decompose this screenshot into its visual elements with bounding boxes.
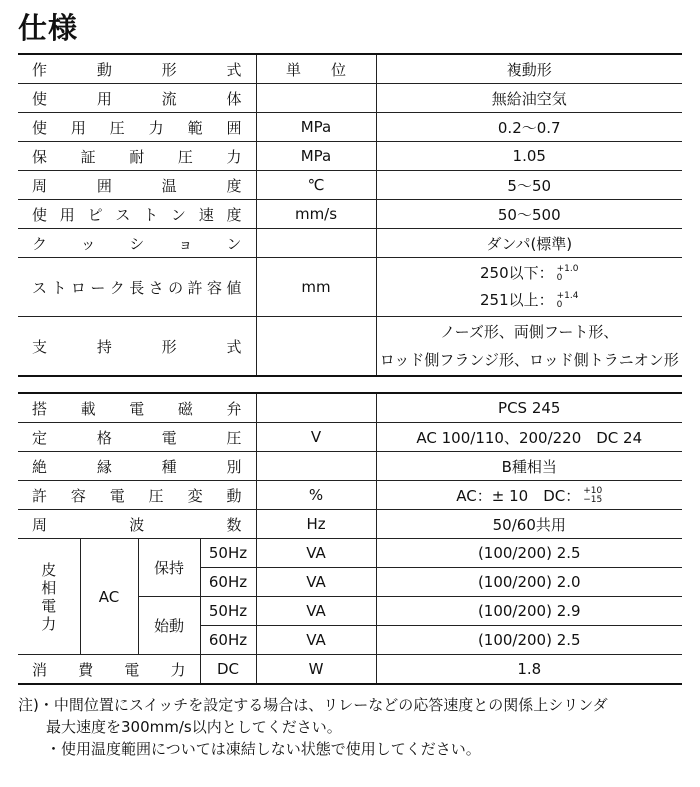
spec-table-cylinder [18,53,682,377]
table-row [18,655,682,685]
row-value: (100/200) 2.9 [376,597,682,626]
row-label: ク ッ シ ョ ン [32,234,242,253]
row-unit: % [256,481,376,510]
table-row [18,229,682,258]
row-unit: MPa [256,113,376,142]
row-unit [256,84,376,113]
row-value: (100/200) 2.0 [376,568,682,597]
start-label: 始動 [138,597,200,655]
row-value: 5〜50 [376,171,682,200]
row-unit: Hz [256,510,376,539]
row-label: 絶 縁 種 別 [32,457,242,476]
row-unit: VA [256,539,376,568]
row-label: 使 用 流 体 [32,89,242,108]
power-group-label: 皮 相 電 力 [18,539,80,655]
spec-table-valve [18,392,682,685]
row-label: 使 用 圧 力 範 囲 [32,118,242,137]
header-value: 複動形 [376,54,682,84]
row-unit: V [256,423,376,452]
page-title: 仕様 [18,11,79,45]
row-label: 消 費 電 力 [32,660,186,679]
row-value: 1.05 [376,142,682,171]
row-value: ダンパ(標準) [376,229,682,258]
ac-label: AC [80,539,138,655]
header-unit: 単 位 [256,54,376,84]
row-label: 許 容 電 圧 変 動 [32,486,242,505]
table-row [18,54,682,84]
row-unit: VA [256,597,376,626]
row-value: (100/200) 2.5 [376,626,682,655]
row-unit: mm/s [256,200,376,229]
note-line: 注)・中間位置にスイッチを設定する場合は、リレーなどの応答速度との関係上シリンダ [18,696,608,714]
stroke-tolerance: 250以下： +1.0 0 251以上： +1.4 0 [376,258,682,317]
notes [18,694,690,760]
row-value: 50〜500 [376,200,682,229]
row-label: 周 囲 温 度 [32,176,242,195]
row-unit: MPa [256,142,376,171]
row-unit: ℃ [256,171,376,200]
row-label: 定 格 電 圧 [32,428,242,447]
table-row [18,142,682,171]
dc-label: DC [200,655,256,685]
row-unit [256,317,376,377]
table-row-support [18,317,682,377]
row-label: 支 持 形 式 [32,337,242,356]
table-row [18,393,682,423]
table-row [18,423,682,452]
row-label: ス ト ロ ー ク 長 さ の 許 容 値 [32,278,242,297]
table-row [18,452,682,481]
row-value: PCS 245 [376,393,682,423]
table-row [18,171,682,200]
row-unit [256,452,376,481]
row-label: 使 用 ピ ス ト ン 速 度 [32,205,242,224]
row-value: 1.8 [376,655,682,685]
support-types: ノーズ形、両側フート形、 ロッド側フランジ形、ロッド側トラニオン形 [376,317,682,377]
table-row [18,539,682,568]
table-row-stroke [18,258,682,317]
row-value: 50/60共用 [376,510,682,539]
table-row [18,200,682,229]
hz-label: 60Hz [200,626,256,655]
row-unit [256,393,376,423]
hz-label: 60Hz [200,568,256,597]
row-value: 無給油空気 [376,84,682,113]
row-value: B種相当 [376,452,682,481]
row-unit: VA [256,626,376,655]
note-line: 最大速度を300mm/s以内としてください。 [46,718,342,736]
note-line: ・使用温度範囲については凍結しない状態で使用してください。 [46,740,481,758]
row-unit [256,229,376,258]
hold-label: 保持 [138,539,200,597]
voltage-fluctuation: AC：± 10 DC： +10 −15 [376,481,682,510]
header-label: 作 動 形 式 [18,54,256,84]
row-unit: W [256,655,376,685]
row-unit: mm [256,258,376,317]
row-value: AC 100/110、200/220 DC 24 [376,423,682,452]
table-row [18,113,682,142]
row-label: 周 波 数 [32,515,242,534]
row-label: 搭 載 電 磁 弁 [32,399,242,418]
row-value: (100/200) 2.5 [376,539,682,568]
table-row [18,481,682,510]
table-row [18,510,682,539]
hz-label: 50Hz [200,597,256,626]
hz-label: 50Hz [200,539,256,568]
table-row [18,84,682,113]
row-label: 保 証 耐 圧 力 [32,147,242,166]
row-unit: VA [256,568,376,597]
row-value: 0.2〜0.7 [376,113,682,142]
